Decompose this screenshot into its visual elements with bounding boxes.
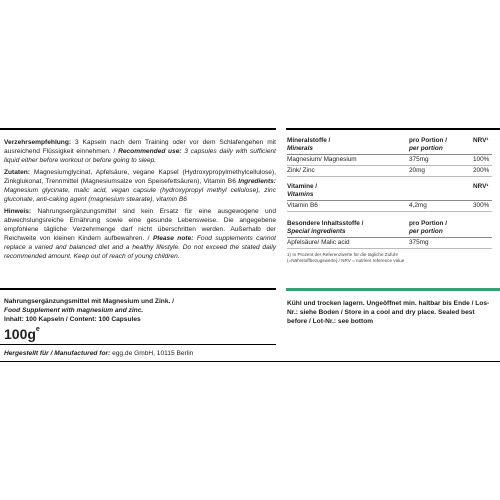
special-section — [287, 220, 492, 249]
table-row: Magnesium/ Magnesium 375mg 100% — [287, 155, 492, 166]
net-weight: $100g^e$ — [4, 326, 40, 342]
nutrition-table — [287, 137, 492, 264]
bottom-rule — [0, 361, 500, 362]
table-row: Vitamin B6 4,2mg 300% — [287, 201, 492, 212]
vitamins-section — [287, 183, 492, 212]
weight-rule — [0, 344, 276, 345]
ingredients-paragraph: Zutaten: Magnesiumglycinat, Apfelsäure, vegane Kapsel (Hydroxypropylmethylcellulose), Zinkglukonat, Trennmittel (Magnesiumsalze von Speisefettsäuren), Vitamin B6 Ingredients: Magnesium glycinate, malic acid, vegan capsule (hydroxypropyl methyl cellulose), zinc gluconate, anti-caking agent (magnesium stearate), vitamin B6 — [4, 169, 276, 203]
special-header: Besondere Inhaltsstoffe / Special ingredients pro Portion / per portion — [287, 220, 492, 238]
minerals-section — [287, 137, 492, 177]
nrv-footnote: 1) In Prozent der Referenzwerte für die tägliche Zufuhr (=Nährstoffbezugswerte) / NRV = nutrient reference value — [287, 252, 405, 263]
product-description-de: Nahrungsergänzungsmittel mit Magnesium und Zink. / — [4, 298, 174, 305]
minerals-header: Mineralstoffe / Minerals pro Portion / per portion NRV¹ — [287, 137, 492, 155]
storage-text: Kühl und trocken lagern. Ungeöffnet min. haltbar bis Ende / Los-Nr.: siehe Boden / Store in a cool and dry place. Sealed best before / Lot-Nr.: see bottom — [287, 300, 490, 325]
manufacturer-line: Hergestellt für / Manufactured for: egg.de GmbH, 10115 Berlin — [4, 350, 194, 357]
middle-rule-left — [0, 288, 276, 290]
table-row: Apfelsäure/ Malic acid 375mg — [287, 238, 492, 249]
product-description-en: Food Supplement with magnesium and zinc. — [4, 307, 144, 314]
content-line: Inhalt: 100 Kapseln / Content: 100 Capsules — [4, 316, 141, 323]
vitamins-header: Vitamine / Vitamins NRV¹ — [287, 183, 492, 201]
top-rule-left — [0, 128, 276, 130]
estimated-sign: e — [35, 326, 40, 333]
top-rule-right — [286, 128, 500, 130]
table-row: Zink/ Zinc 20mg 200% — [287, 166, 492, 177]
info-text-block — [4, 138, 276, 264]
accent-bar-right — [286, 288, 500, 291]
usage-paragraph: Verzehrsempfehlung: 3 Kapseln nach dem Training oder vor dem Schlafengehen mit ausreichend Flüssigkeit einnehmen. / Recommended use: 3 capsules daily with sufficient liquid either before workout or before going to sleep. — [4, 139, 276, 164]
notice-paragraph: Hinweis: Nahrungsergänzungsmittel sind kein Ersatz für eine ausgewogene und abwechslungsreiche Ernährung sowie eine gesunde Lebensweise. Die angegebene empfohlene tägliche Verzehrmenge darf nicht überschritten werden. Außerhalb der Reichweite von kleinen Kindern aufbewahren. / Please note: Food supplements cannot replace a varied and balanced diet and a healthy lifestyle. Do not exceed the stated daily recommended amount. Keep out of reach of young children. — [4, 208, 276, 260]
